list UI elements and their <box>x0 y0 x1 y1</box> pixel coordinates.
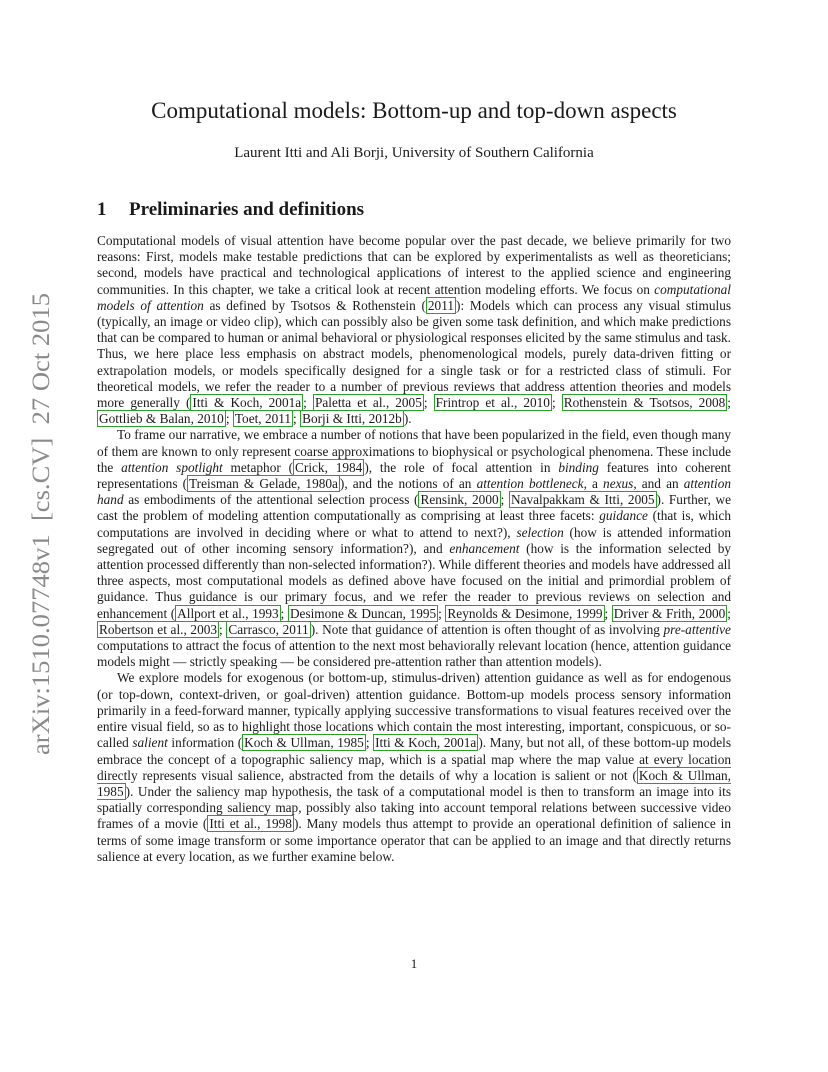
text-run: ; <box>365 735 374 751</box>
citation-link[interactable]: Driver & Frith, 2000 <box>613 605 726 621</box>
text-run: ; <box>303 395 313 411</box>
text-run: ): Models which can process any visual stimulus (typically, an image or video clip), which can possibly also be given some task definition, and which make predictions that can be compared to human or animal behavioral or physiological responses elicited by the same stimulus and task. Thus, we here place less emphasis on abstract models, phenomenological models, purely data-driven fitting or extrapolation models, or models specifically designed for a single task or for a restricted class of stimuli. For theoretical models, we refer the reader to a number of previous reviews that address attention theories and models more generally ( <box>97 297 732 411</box>
citation-link[interactable]: Navalpakkam & Itti, 2005 <box>510 492 655 508</box>
text-run: ). Further, we cast the problem of modeling attention computationally as comprising at least three facets: <box>97 492 731 524</box>
citation-link[interactable]: Reynolds & Desimone, 1999 <box>447 605 603 621</box>
text-run: ; <box>280 605 288 621</box>
text-run: ). Many, but not all, of these bottom-up models embrace the concept of a topographic saliency map, which is a spatial map where the map value at every location directly represents visual salience, abstracted from the details of why a location is salient or not ( <box>97 735 731 783</box>
text-run: , and an <box>633 476 684 492</box>
text-run: We explore models for exogenous (or bottom-up, stimulus-driven) attention guidance as well as for endogenous (or top-down, context-driven, or goal-driven) attention guidance. Bottom-up models process sensory information primarily in a feed-forward manner, typically applying successive transformations to visual features received over the entire visual field, so as to highlight those locations which contain the most interesting, important, conspicuous, or so-called <box>97 670 731 751</box>
text-run: features into coherent representations ( <box>97 459 731 492</box>
citation-link[interactable]: Allport et al., 1993 <box>177 605 279 621</box>
text-run: (how is attended information segregated out of other incoming sensory information?), and <box>97 524 731 556</box>
text-run: , a <box>583 476 604 492</box>
citation-link[interactable]: Itti & Koch, 2001a <box>375 735 477 751</box>
text-run: ; <box>500 492 509 508</box>
citation-link[interactable]: Robertson et al., 2003 <box>99 621 218 637</box>
section-heading <box>97 199 364 221</box>
paragraph-3 <box>97 670 731 864</box>
citation-link[interactable]: Koch & Ullman, 1985 <box>244 735 364 751</box>
text-run: ; <box>727 605 731 621</box>
citation-link[interactable]: Borji & Itti, 2012b <box>302 411 402 427</box>
emphasized-text: computational models of attention <box>97 281 731 313</box>
paper-authors: Laurent Itti and Ali Borji, University of Southern California <box>234 145 594 161</box>
citation-link[interactable]: Rensink, 2000 <box>420 492 499 508</box>
emphasized-text: salient <box>132 735 168 751</box>
text-run: computations to attract the focus of attention to the next most behaviorally relevant location (hence, attention guidance models might — strictly speaking — be considered pre-attention rather than attention models). <box>97 638 731 670</box>
citation-link[interactable]: Treisman & Gelade, 1980a <box>189 476 338 492</box>
text-run: ; <box>438 605 446 621</box>
text-run: ), and the notions of an <box>339 476 477 492</box>
text-run: ). Under the saliency map hypothesis, the task of a computational model is then to transform an image into its spatially corresponding saliency map, possibly also taking into account temporal relations between successive video frames of a movie ( <box>97 783 731 832</box>
citation-link[interactable]: Desimone & Duncan, 1995 <box>289 605 437 621</box>
citation-link[interactable]: 2011 <box>427 297 455 313</box>
text-run: ; <box>219 621 227 637</box>
text-run: Computational models of visual attention have become popular over the past decade, we believe primarily for two reasons: First, models make testable predictions that can be explored by experimentalists as well as theoreticians; second, models have practical and technological applications of interest to the applied science and engineering communities. In this chapter, we take a critical look at recent attention modeling efforts. We focus on <box>97 233 731 297</box>
text-run: ; <box>727 395 731 411</box>
emphasized-text: guidance <box>599 508 648 524</box>
text-run: as embodiments of the attentional selection process ( <box>123 492 419 508</box>
text-run: ; <box>225 411 233 427</box>
text-run: ; <box>423 395 434 411</box>
text-run: as defined by Tsotsos & Rothenstein ( <box>203 297 426 313</box>
citation-link[interactable]: Itti et al., 1998 <box>209 816 292 832</box>
citation-link[interactable]: Toet, 2011 <box>234 411 292 427</box>
emphasized-text: nexus <box>603 476 634 492</box>
text-run: ; <box>604 605 612 621</box>
body-text <box>97 233 731 865</box>
emphasized-text: selection <box>516 524 564 540</box>
text-run: information ( <box>167 735 243 751</box>
citation-link[interactable]: Koch & Ullman, 1985 <box>97 767 731 799</box>
paragraph-1 <box>97 233 731 427</box>
citation-link[interactable]: Carrasco, 2011 <box>228 621 309 637</box>
citation-link[interactable]: Frintrop et al., 2010 <box>435 395 550 411</box>
citation-link[interactable]: Crick, 1984 <box>295 459 363 475</box>
text-run: (that is, which computations are involved in deciding where or what to attend to next?), <box>97 508 732 540</box>
text-run: ; <box>551 395 562 411</box>
text-run: To frame our narrative, we embrace a number of notions that have been popularized in the field, even though many of them are known to only represent coarse approximations to biophysical or psychological phenomena. These include the <box>97 427 731 475</box>
paper-title: Computational models: Bottom-up and top-down aspects <box>151 98 677 123</box>
citation-link[interactable]: Gottlieb & Balan, 2010 <box>99 411 224 427</box>
emphasized-text: attention hand <box>97 476 732 508</box>
page-number: 1 <box>410 956 418 971</box>
arxiv-identifier-text: arXiv:1510.07748v1 [cs.CV] 27 Oct 2015 <box>26 311 55 755</box>
citation-link[interactable]: Paletta et al., 2005 <box>314 395 422 411</box>
section-title: Preliminaries and definitions <box>129 199 365 220</box>
arxiv-identifier-stamp <box>17 290 61 760</box>
text-run: (how is the information selected by attention processed differently than non-selected information?). While different theories and models have addressed all three aspects, most computational models as defined above have focused on the initial and primordial problem of guidance. Thus guidance is our primary focus, and we refer the reader to previous reviews on selection and enhancement ( <box>97 540 731 621</box>
emphasized-text: attention bottleneck <box>476 476 584 492</box>
emphasized-text: attention spotlight <box>121 459 223 475</box>
text-run: ; <box>293 411 301 427</box>
emphasized-text: pre-attentive <box>663 621 731 637</box>
paragraph-2 <box>97 427 731 670</box>
text-run: ), the role of focal attention in <box>364 459 559 475</box>
emphasized-text: binding <box>558 459 599 475</box>
section-number: 1 <box>97 199 107 220</box>
text-run: ). Many models thus attempt to provide an operational definition of salience in terms of some image transform or some importance operator that can be applied to an image and that directly returns salience at every location, as we further examine below. <box>97 816 731 864</box>
citation-link[interactable]: Itti & Koch, 2001a <box>192 395 302 411</box>
text-run: ). Note that guidance of attention is often thought of as involving <box>310 621 664 637</box>
text-run: metaphor ( <box>222 459 294 475</box>
emphasized-text: enhancement <box>449 540 520 556</box>
citation-link[interactable]: Rothenstein & Tsotsos, 2008 <box>563 395 726 411</box>
text-run: ). <box>403 411 412 427</box>
